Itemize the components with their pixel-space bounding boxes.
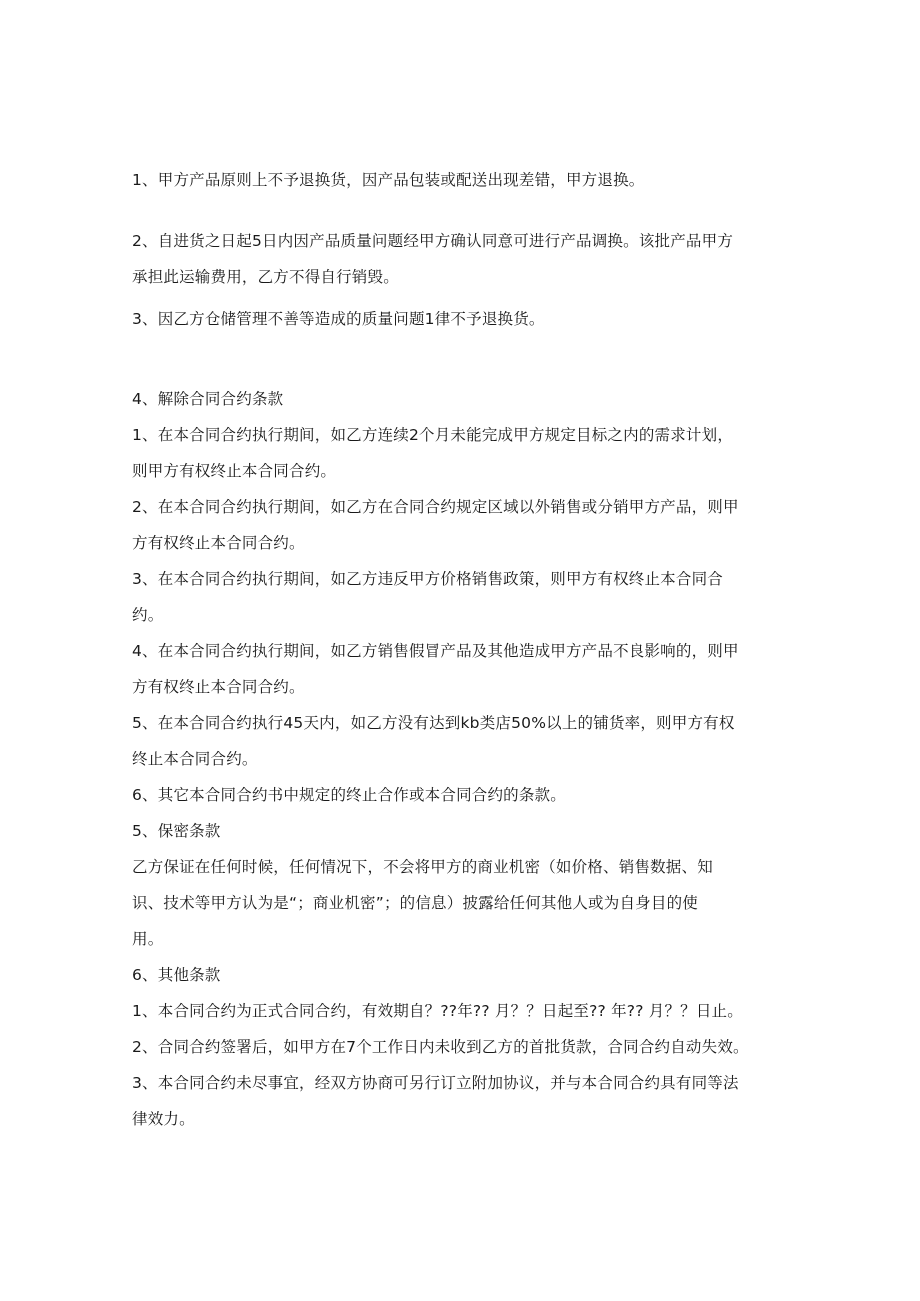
termination-clause-4-cont: 方有权终止本合同合约。 [132, 678, 305, 696]
storage-policy-line: 3、因乙方仓储管理不善等造成的质量问题1律不予退换货。 [132, 310, 545, 328]
termination-clause-4: 4、在本合同合约执行期间，如乙方销售假冒产品及其他造成甲方产品不良影响的，则甲 [132, 642, 739, 660]
confidentiality-text-end: 用。 [132, 930, 164, 948]
termination-clause-5: 5、在本合同合约执行45天内，如乙方没有达到kb类店50%以上的铺货率，则甲方有权 [132, 714, 735, 732]
termination-clause-3: 3、在本合同合约执行期间，如乙方违反甲方价格销售政策，则甲方有权终止本合同合 [132, 570, 723, 588]
confidentiality-text-cont: 识、技术等甲方认为是“；商业机密”；的信息）披露给任何其他人或为自身目的使 [132, 894, 698, 912]
termination-clause-1: 1、在本合同合约执行期间，如乙方连续2个月未能完成甲方规定目标之内的需求计划， [132, 426, 734, 444]
exchange-policy-line: 2、自进货之日起5日内因产品质量问题经甲方确认同意可进行产品调换。该批产品甲方 [132, 232, 734, 250]
section-heading-termination: 4、解除合同合约条款 [132, 390, 284, 408]
termination-clause-2: 2、在本合同合约执行期间，如乙方在合同合约规定区域以外销售或分销甲方产品，则甲 [132, 498, 739, 516]
termination-clause-3-cont: 约。 [132, 606, 164, 624]
other-clause-3-cont: 律效力。 [132, 1110, 195, 1128]
termination-clause-5-cont: 终止本合同合约。 [132, 750, 258, 768]
exchange-policy-line-cont: 承担此运输费用，乙方不得自行销毁。 [132, 268, 399, 286]
section-heading-other: 6、其他条款 [132, 966, 221, 984]
confidentiality-text: 乙方保证在任何时候，任何情况下，不会将甲方的商业机密（如价格、销售数据、知 [132, 858, 713, 876]
termination-clause-1-cont: 则甲方有权终止本合同合约。 [132, 462, 337, 480]
termination-clause-6: 6、其它本合同合约书中规定的终止合作或本合同合约的条款。 [132, 786, 566, 804]
other-clause-3: 3、本合同合约未尽事宜，经双方协商可另行订立附加协议，并与本合同合约具有同等法 [132, 1074, 739, 1092]
other-clause-2: 2、合同合约签署后，如甲方在7个工作日内未收到乙方的首批货款，合同合约自动失效。 [132, 1038, 749, 1056]
other-clause-1: 1、本合同合约为正式合同合约，有效期自？??年?? 月？？日起至?? 年?? 月？？日止。 [132, 1002, 743, 1020]
termination-clause-2-cont: 方有权终止本合同合约。 [132, 534, 305, 552]
return-policy-line: 1、甲方产品原则上不予退换货，因产品包装或配送出现差错，甲方退换。 [132, 171, 645, 189]
section-heading-confidentiality: 5、保密条款 [132, 822, 221, 840]
